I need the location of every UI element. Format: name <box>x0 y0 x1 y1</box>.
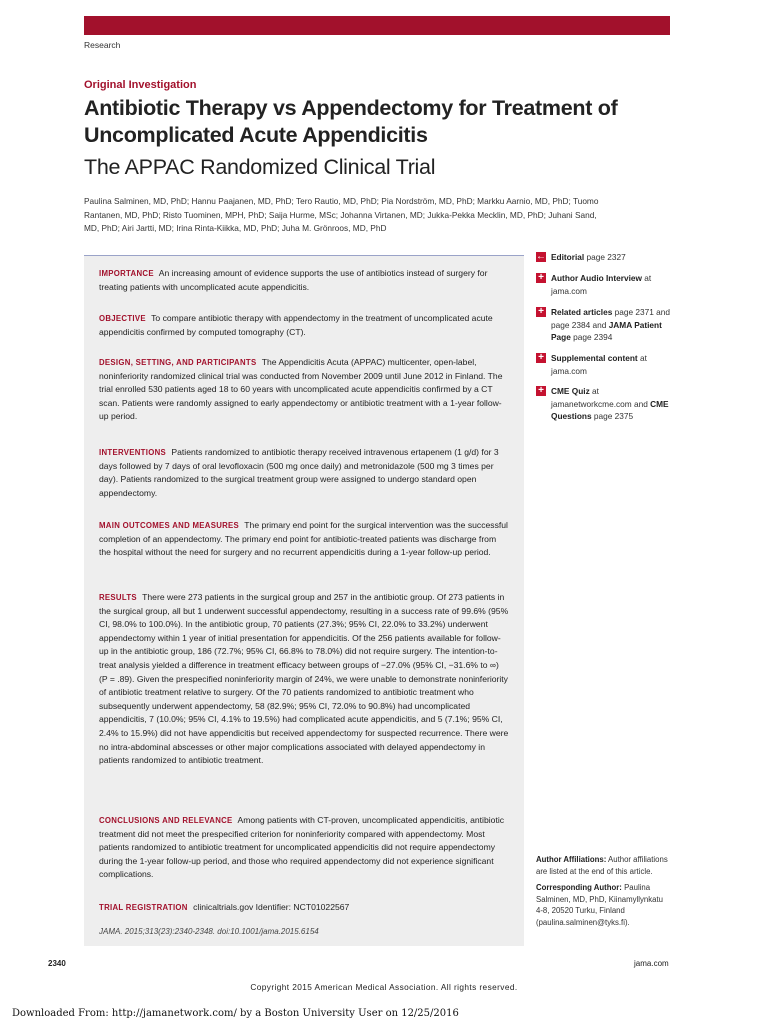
author-affiliations <box>536 854 671 877</box>
abstract-results <box>99 591 509 768</box>
results-text: There were 273 patients in the surgical group and 257 in the antibiotic group. Of 273 patients in the surgical group, all but 1 underwent successful appendectomy, resulting in a success rate of 99.6% (95% CI, 98.0% to 100.0%). In the antibiotic group, 70 patients (27.3%; 95% CI, 22.0% to 33.2%) underwent appendectomy within 1 year of initial presentation for appendicitis. Of the 256 patients available for follow-up in the antibiotic group, 186 (72.7%; 95% CI, 66.8% to 78.0%) did not require surgery. The intention-to-treat analysis yielded a difference in treatment efficacy between groups of −27.0% (95% CI, −31.6% to ∞) (P = .89). Given the prespecified noninferiority margin of 24%, we were unable to demonstrate noninferiority of antibiotic treatment relative to surgery. Of the 70 patients randomized to antibiotic treatment who subsequently underwent appendectomy, 58 (82.9%; 95% CI, 72.0% to 90.8%) had uncomplicated appendicitis, 7 (10.0%; 95% CI, 4.1% to 19.5%) had complicated acute appendicitis, and 5 (7.1%; 95% CI, 2.4% to 15.9%) did not have appendicitis but received appendectomy for suspected recurrence. There were no intra-abdominal abscesses or other major complications associated with delayed appendectomy in patients randomized to antibiotic treatment. <box>99 592 509 766</box>
citation: JAMA. 2015;313(23):2340-2348. doi:10.1001/jama.2015.6154 <box>99 927 319 936</box>
arrow-left-icon: ← <box>536 251 546 262</box>
cme-questions-page: page 2375 <box>591 411 634 421</box>
section-label: Research <box>84 40 121 50</box>
journal-header-bar <box>84 16 670 35</box>
affiliations <box>536 854 671 933</box>
interventions-text: Patients randomized to antibiotic therapy received intravenous ertapenem (1 g/d) for 3 days followed by 7 days of oral levofloxacin (500 mg once daily) and metronidazole (500 mg 3 times per day). Patients randomized to the surgical treatment group were assigned to undergo standard open appendectomy. <box>99 447 499 498</box>
editorial-label: Editorial <box>551 252 585 262</box>
plus-icon: + <box>536 307 546 317</box>
abstract-objective <box>99 312 509 339</box>
design-text: The Appendicitis Acuta (APPAC) multicenter, open-label, noninferiority randomized clinical trial was conducted from November 2009 until June 2012 in Finland. The trial enrolled 530 patients aged 18 to 60 years with uncomplicated acute appendicitis confirmed by a CT scan. Patients were randomly assigned to early appendectomy or antibiotic treatment with a 1-year follow-up period. <box>99 357 503 422</box>
plus-icon: + <box>536 386 546 396</box>
results-label: RESULTS <box>99 593 137 602</box>
site-name: jama.com <box>634 959 669 968</box>
conclusions-text: Among patients with CT-proven, uncomplicated appendicitis, antibiotic treatment did not meet the prespecified criterion for noninferiority compared with appendectomy. Most patients randomized to antibiotic treatment for uncomplicated appendicitis did not require appendectomy during the 1-year follow-up period, and those who required appendectomy did not experience significant complications. <box>99 815 505 880</box>
outcomes-text: The primary end point for the surgical intervention was the successful completion of an appendectomy. The primary end point for antibiotic-treated patients was discharge from the hospital without the need for surgery and no recurrent appendicitis during a 1-year follow-up period. <box>99 520 508 558</box>
abstract-interventions <box>99 446 509 500</box>
supplemental-label: Supplemental content <box>551 353 638 363</box>
abstract-registration <box>99 901 509 915</box>
copyright-line: Copyright 2015 American Medical Association. All rights reserved. <box>250 982 518 992</box>
plus-icon: + <box>536 273 546 283</box>
abstract-box <box>84 255 524 946</box>
abstract-importance <box>99 267 509 294</box>
editorial-page: page 2327 <box>584 252 626 262</box>
objective-text: To compare antibiotic therapy with appendectomy in the treatment of uncomplicated acute appendicitis confirmed by computed tomography (CT). <box>99 313 493 337</box>
outcomes-label: MAIN OUTCOMES AND MEASURES <box>99 521 240 530</box>
audio-label: Author Audio Interview <box>551 273 642 283</box>
conclusions-label: CONCLUSIONS AND RELEVANCE <box>99 816 233 825</box>
corresponding-label: Corresponding Author: <box>536 883 622 892</box>
download-notice: Downloaded From: http://jamanetwork.com/ by a Boston University User on 12/25/2016 <box>12 1008 459 1019</box>
related-label: Related articles <box>551 307 613 317</box>
article-subtitle: The APPAC Randomized Clinical Trial <box>84 155 436 179</box>
corresponding-author <box>536 882 671 928</box>
interventions-label: INTERVENTIONS <box>99 448 167 457</box>
abstract-outcomes <box>99 519 509 560</box>
design-label: DESIGN, SETTING, AND PARTICIPANTS <box>99 358 257 367</box>
related-pages: page 2371 and page 2384 and <box>551 307 671 330</box>
affiliations-label: Author Affiliations: <box>536 855 607 864</box>
registration-label: TRIAL REGISTRATION <box>99 903 188 912</box>
corresponding-text: Paulina Salminen, MD, PhD, Kiinamyllynkatu 4-8, 20520 Turku, Finland (paulina.salminen@tyks.fi). <box>536 883 663 927</box>
objective-label: OBJECTIVE <box>99 314 146 323</box>
cme-quiz-label: CME Quiz <box>551 386 590 396</box>
patient-page-number: page 2394 <box>570 332 613 342</box>
author-list: Paulina Salminen, MD, PhD; Hannu Paajanen, MD, PhD; Tero Rautio, MD, PhD; Pia Nordström, MD, PhD; Markku Aarnio, MD, PhD; Tuomo Rantanen, MD, PhD; Risto Tuominen, MPH, PhD; Saija Hurme, MSc; Johanna Virtanen, MD; Jukka-Pekka Mecklin, MD, PhD; Juhani Sand, MD, PhD; Airi Jartti, MD; Irina Rinta-Kiikka, MD, PhD; Juha M. Grönroos, MD, PhD <box>84 196 599 233</box>
abstract-design <box>99 356 509 424</box>
patient-page-label: JAMA Patient Page <box>551 319 662 342</box>
affiliations-text: Author affiliations are listed at the end of this article. <box>536 855 668 876</box>
importance-text: An increasing amount of evidence supports the use of antibiotics instead of surgery for treating patients with uncomplicated acute appendicitis. <box>99 268 488 292</box>
supplemental-location: at jama.com <box>551 353 647 376</box>
article-title: Antibiotic Therapy vs Appendectomy for Treatment of Uncomplicated Acute Appendicitis <box>84 96 618 147</box>
page-number: 2340 <box>48 959 66 968</box>
audio-location: at jama.com <box>551 273 652 296</box>
article-type: Original Investigation <box>84 79 197 91</box>
registration-text: clinicaltrials.gov Identifier: NCT01022567 <box>193 902 350 912</box>
plus-icon: + <box>536 353 546 363</box>
abstract-conclusions <box>99 814 509 882</box>
cme-quiz-location: at jamanetworkcme.com and <box>551 386 651 409</box>
importance-label: IMPORTANCE <box>99 269 154 278</box>
cme-questions-label: CME Questions <box>551 398 669 421</box>
